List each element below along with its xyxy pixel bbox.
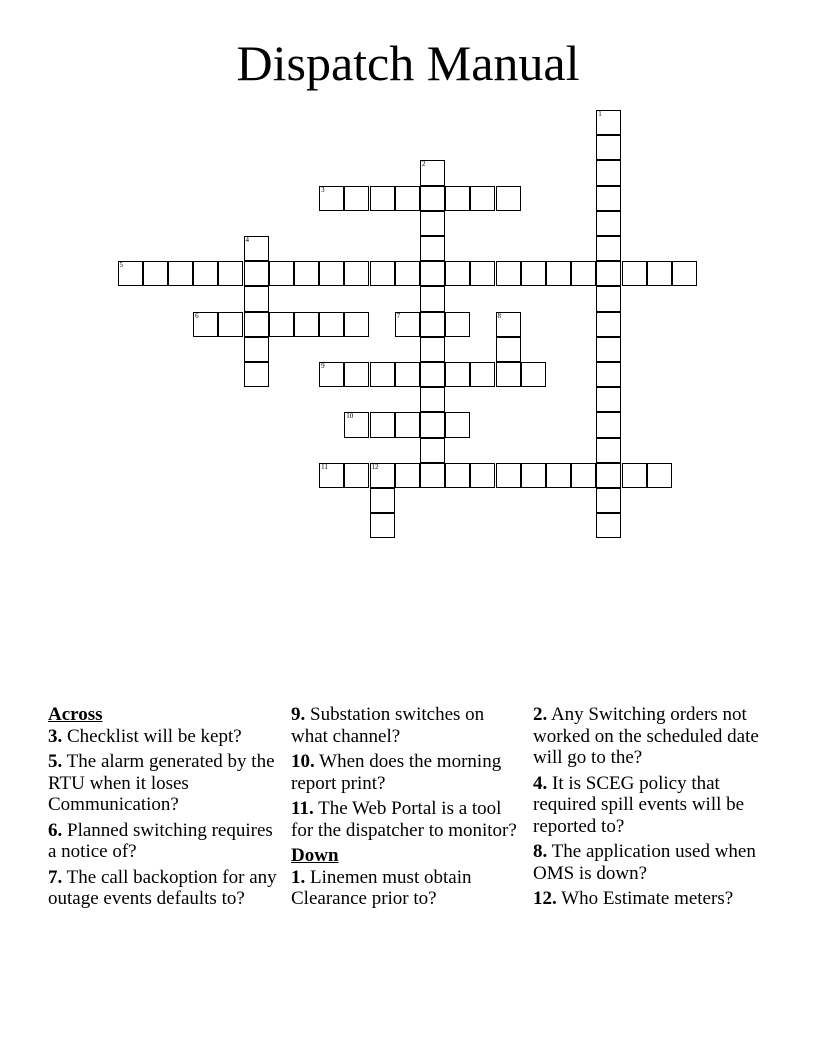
grid-cell[interactable] — [672, 261, 697, 286]
grid-cell[interactable] — [370, 186, 395, 211]
grid-cell[interactable] — [244, 261, 269, 286]
grid-cell[interactable] — [496, 261, 521, 286]
grid-cell[interactable] — [344, 362, 369, 387]
clue-text: Who Estimate meters? — [556, 888, 734, 909]
clue-text: It is SCEG policy that required spill events will be reported to? — [533, 772, 745, 837]
grid-cell[interactable] — [143, 261, 168, 286]
clues-column-2 — [291, 704, 523, 914]
grid-cell[interactable] — [596, 463, 621, 488]
clue-number-label: 1 — [598, 110, 602, 118]
grid-cell[interactable] — [571, 463, 596, 488]
grid-cell[interactable] — [470, 463, 495, 488]
grid-cell[interactable] — [193, 312, 218, 337]
grid-cell[interactable] — [445, 412, 470, 437]
grid-cell[interactable] — [546, 261, 571, 286]
grid-cell[interactable] — [647, 463, 672, 488]
across-heading: Across — [48, 704, 103, 725]
grid-cell[interactable] — [395, 261, 420, 286]
grid-cell[interactable] — [546, 463, 571, 488]
grid-cell[interactable] — [596, 513, 621, 538]
grid-cell[interactable] — [420, 160, 445, 185]
grid-cell[interactable] — [622, 463, 647, 488]
grid-cell[interactable] — [420, 286, 445, 311]
grid-cell[interactable] — [420, 387, 445, 412]
grid-cell[interactable] — [622, 261, 647, 286]
clue-text: When does the morning report print? — [291, 751, 502, 794]
grid-cell[interactable] — [193, 261, 218, 286]
grid-cell[interactable] — [118, 261, 143, 286]
clue-text: The application used when OMS is down? — [533, 841, 756, 884]
clue-number-label: 4 — [245, 236, 249, 244]
grid-cell[interactable] — [420, 362, 445, 387]
grid-cell[interactable] — [445, 186, 470, 211]
grid-cell[interactable] — [596, 236, 621, 261]
clue-number: 2. — [533, 704, 548, 725]
grid-cell[interactable] — [596, 160, 621, 185]
grid-cell[interactable] — [319, 186, 344, 211]
grid-cell[interactable] — [370, 261, 395, 286]
grid-cell[interactable] — [420, 337, 445, 362]
grid-cell[interactable] — [344, 412, 369, 437]
clue-item — [533, 841, 765, 884]
grid-cell[interactable] — [571, 261, 596, 286]
grid-cell[interactable] — [244, 312, 269, 337]
grid-cell[interactable] — [420, 261, 445, 286]
grid-cell[interactable] — [294, 261, 319, 286]
grid-cell[interactable] — [420, 186, 445, 211]
clue-item — [291, 704, 523, 747]
grid-cell[interactable] — [420, 438, 445, 463]
grid-cell[interactable] — [496, 463, 521, 488]
clue-number: 10. — [291, 751, 315, 772]
clue-text: The call backoption for any outage events defaults to? — [48, 866, 277, 909]
clue-item — [48, 820, 278, 863]
grid-cell[interactable] — [596, 261, 621, 286]
grid-cell[interactable] — [370, 362, 395, 387]
grid-cell[interactable] — [445, 362, 470, 387]
grid-cell[interactable] — [370, 513, 395, 538]
grid-cell[interactable] — [395, 412, 420, 437]
clue-text: The Web Portal is a tool for the dispatcher to monitor? — [291, 798, 517, 841]
clue-text: Linemen must obtain Clearance prior to? — [291, 866, 472, 909]
grid-cell[interactable] — [269, 261, 294, 286]
grid-cell[interactable] — [269, 312, 294, 337]
clue-text: Checklist will be kept? — [62, 725, 242, 747]
grid-cell[interactable] — [496, 337, 521, 362]
grid-cell[interactable] — [596, 488, 621, 513]
clue-number-label: 10 — [346, 412, 354, 421]
grid-cell[interactable] — [420, 211, 445, 236]
clues-column-3 — [533, 704, 765, 914]
clue-number: 7. — [48, 866, 63, 888]
clue-number: 12. — [533, 888, 557, 909]
clue-number: 11. — [291, 798, 314, 819]
grid-cell[interactable] — [647, 261, 672, 286]
grid-cell[interactable] — [470, 261, 495, 286]
grid-cell[interactable] — [395, 463, 420, 488]
grid-cell[interactable] — [370, 412, 395, 437]
grid-cell[interactable] — [244, 286, 269, 311]
clue-text: Planned switching requires a notice of? — [48, 819, 273, 862]
grid-cell[interactable] — [596, 412, 621, 437]
grid-cell[interactable] — [596, 438, 621, 463]
grid-cell[interactable] — [370, 488, 395, 513]
grid-cell[interactable] — [496, 186, 521, 211]
puzzle-title: Dispatch Manual — [236, 35, 580, 91]
clue-text: Any Switching orders not worked on the scheduled date will go to the? — [533, 704, 759, 768]
clue-item — [291, 798, 523, 841]
grid-cell[interactable] — [596, 211, 621, 236]
clue-number: 9. — [291, 704, 306, 725]
clue-text: Substation switches on what channel? — [291, 704, 485, 747]
clue-number-label: 9 — [321, 362, 325, 370]
grid-cell[interactable] — [596, 286, 621, 311]
grid-cell[interactable] — [596, 337, 621, 362]
grid-cell[interactable] — [445, 261, 470, 286]
grid-cell[interactable] — [218, 312, 243, 337]
clue-number: 5. — [48, 751, 63, 772]
clue-number-label: 7 — [396, 311, 401, 320]
clue-item — [533, 888, 765, 910]
grid-cell[interactable] — [370, 463, 395, 488]
grid-cell[interactable] — [496, 312, 521, 337]
grid-cell[interactable] — [445, 312, 470, 337]
grid-cell[interactable] — [596, 362, 621, 387]
grid-cell[interactable] — [420, 412, 445, 437]
grid-cell[interactable] — [420, 463, 445, 488]
clue-number-label: 3 — [321, 185, 325, 194]
grid-cell[interactable] — [344, 463, 369, 488]
grid-cell[interactable] — [596, 312, 621, 337]
grid-cell[interactable] — [168, 261, 193, 286]
grid-cell[interactable] — [344, 261, 369, 286]
grid-cell[interactable] — [344, 312, 369, 337]
clue-number-label: 6 — [195, 311, 199, 320]
grid-cell[interactable] — [395, 186, 420, 211]
grid-cell[interactable] — [319, 362, 344, 387]
grid-cell[interactable] — [420, 236, 445, 261]
grid-cell[interactable] — [496, 362, 521, 387]
clue-number-label: 2 — [421, 160, 426, 169]
grid-cell[interactable] — [420, 312, 445, 337]
grid-cell[interactable] — [319, 261, 344, 286]
grid-cell[interactable] — [395, 312, 420, 337]
grid-cell[interactable] — [470, 362, 495, 387]
grid-cell[interactable] — [521, 463, 546, 488]
grid-cell[interactable] — [596, 186, 621, 211]
grid-cell[interactable] — [244, 362, 269, 387]
grid-cell[interactable] — [395, 362, 420, 387]
clue-number: 4. — [533, 772, 548, 794]
clue-item — [291, 867, 523, 910]
grid-cell[interactable] — [596, 110, 621, 135]
down-heading: Down — [291, 845, 339, 866]
grid-cell[interactable] — [244, 337, 269, 362]
grid-cell[interactable] — [344, 186, 369, 211]
clue-item — [533, 704, 765, 769]
grid-cell[interactable] — [319, 312, 344, 337]
clue-text: The alarm generated by the RTU when it loses Communication? — [48, 751, 275, 815]
grid-cell[interactable] — [596, 135, 621, 160]
clue-number: 6. — [48, 819, 63, 841]
clue-item — [48, 751, 278, 816]
grid-cell[interactable] — [294, 312, 319, 337]
grid-cell[interactable] — [521, 362, 546, 387]
grid-cell[interactable] — [445, 463, 470, 488]
clue-number: 1. — [291, 866, 306, 888]
clue-item — [291, 751, 523, 794]
clue-number: 3. — [48, 725, 63, 747]
clue-number-label: 5 — [119, 261, 123, 270]
clue-number: 8. — [533, 841, 548, 862]
grid-cell[interactable] — [596, 387, 621, 412]
clue-item — [48, 726, 278, 748]
clue-item — [533, 773, 765, 838]
grid-cell[interactable] — [218, 261, 243, 286]
clue-number-label: 12 — [371, 462, 379, 471]
grid-cell[interactable] — [521, 261, 546, 286]
grid-cell[interactable] — [244, 236, 269, 261]
clue-number-label: 11 — [321, 462, 328, 471]
grid-cell[interactable] — [319, 463, 344, 488]
clue-number-label: 8 — [497, 311, 501, 320]
clue-item — [48, 867, 278, 910]
grid-cell[interactable] — [470, 186, 495, 211]
clues-column-1 — [48, 704, 278, 914]
